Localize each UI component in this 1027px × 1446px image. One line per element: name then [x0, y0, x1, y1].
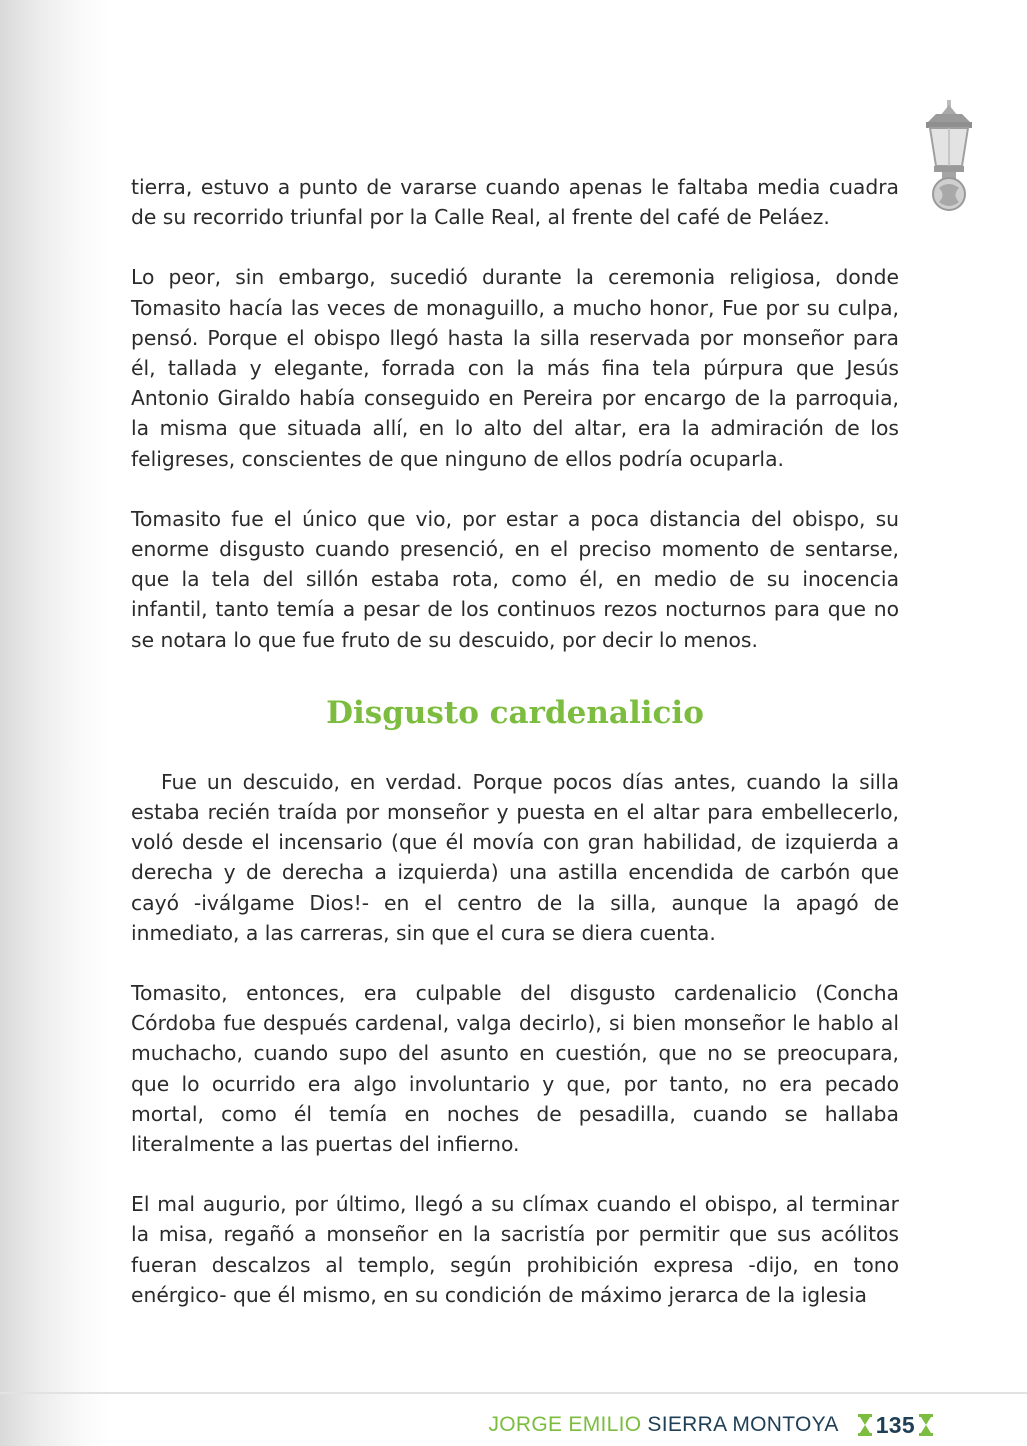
- paragraph: Tomasito fue el único que vio, por estar a poca distancia del obispo, su enorme disgusto cuando presenció, en el preciso momento de sentarse, que la tela del sillón estaba rota, como él, en medio de su inocencia infantil, tanto temía a pesar de los continuos rezos nocturnos para que no se notara lo que fue fruto de su descuido, por decir lo menos.: [131, 506, 899, 652]
- hourglass-icon: [918, 1414, 934, 1436]
- page-number-group: [857, 1412, 934, 1439]
- street-lamp-icon: [922, 100, 976, 216]
- paragraph: tierra, estuvo a punto de vararse cuando apenas le faltaba media cuadra de su recorrido triunfal por la Calle Real, al frente del café de Peláez.: [131, 175, 899, 230]
- paragraph: Tomasito, entonces, era culpable del disgusto cardenalicio (Concha Córdoba fue después cardenal, valga decirlo), si bien monseñor le hablo al muchacho, cuando supo del asunto en cuestión, que no se preocupara, que lo ocurrido era algo involuntario y que, por tanto, no era pecado mortal, como él temía en noches de pesadilla, cuando se hallaba literalmente a las puertas del infierno.: [131, 981, 899, 1157]
- paragraph: El mal augurio, por último, llegó a su clímax cuando el obispo, al terminar la misa, regañó a monseñor en la sacristía por permitir que sus acólitos fueran descalzos al templo, según prohibición expresa -dijo, en tono enérgico- que él mismo, en su condición de máximo jerarca de la iglesia: [131, 1192, 899, 1307]
- page-binding-shadow: [0, 0, 110, 1446]
- paragraph: Fue un descuido, en verdad. Porque pocos días antes, cuando la silla estaba recién traída por monseñor y puesta en el altar para embellecerlo, voló desde el incensario (que él movía con gran habilidad, de izquierda a derecha y de derecha a izquierda) una astilla encendida de carbón que cayó -iválgame Dios!- en el centro de la silla, aunque la apagó de inmediato, a las carreras, sin que el cura se diera cuenta.: [131, 769, 899, 945]
- hourglass-icon: [857, 1414, 873, 1436]
- author-last-name: SIERRA MONTOYA: [647, 1413, 839, 1436]
- paragraph: Lo peor, sin embargo, sucedió durante la ceremonia religiosa, donde Tomasito hacía las veces de monaguillo, a mucho honor, Fue por su culpa, pensó. Porque el obispo llegó hasta la silla reservada por monseñor para él, tallada y elegante, forrada con la más fina tela púrpura que Jesús Antonio Giraldo había conseguido en Pereira por encargo de la parroquia, la misma que situada allí, en lo alto del altar, era la admiración de los feligreses, conscientes de que ninguno de ellos podría ocuparla.: [131, 265, 899, 471]
- footer-divider: [0, 1392, 1027, 1394]
- page-text: [131, 172, 899, 1340]
- page-footer: [488, 1407, 934, 1443]
- page-number: 135: [875, 1411, 915, 1438]
- section-title: Disgusto cardenalicio: [326, 694, 704, 731]
- author-first-name: JORGE EMILIO: [488, 1413, 642, 1436]
